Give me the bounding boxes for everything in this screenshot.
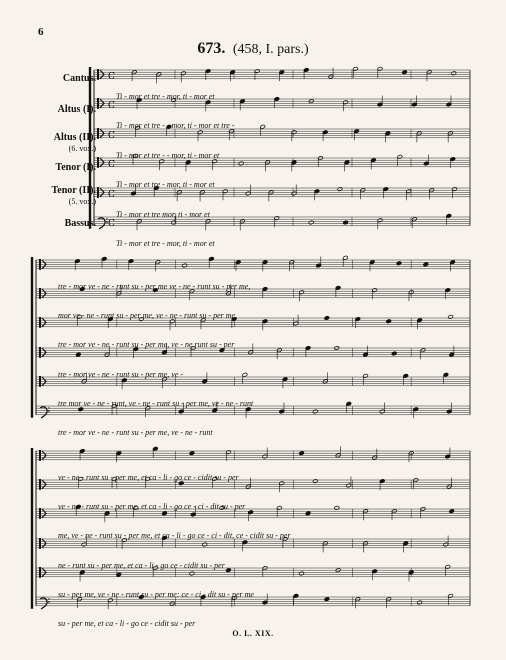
c-clef-icon	[39, 317, 41, 328]
note-head	[305, 511, 311, 516]
lyric-line: Ti - mor et tre mor, ti - mor et	[116, 210, 210, 219]
lyric-line: me, ve - ne - runt su - per me, et ca - li - go ce - ci - dit, ce - cidit su - per	[58, 531, 291, 540]
c-clef-icon	[97, 157, 99, 168]
lyric-line: su - per me, ve - ne - runt su - per me: ce - ci - dit su - per me	[58, 590, 254, 599]
c-clef-icon	[97, 128, 99, 139]
time-signature-icon: С	[108, 130, 115, 141]
note-head	[396, 261, 402, 266]
lyric-line: ne - runt su - per me, et ca - li - go ce - cidit su - per	[58, 561, 225, 570]
voice-label-tenor-2: Tenor (II). (5. vox.)	[51, 185, 96, 206]
c-clef-icon	[97, 187, 99, 198]
lyric-line: tre - mor ve - ne - runt su - per me, ve -	[58, 370, 183, 379]
note-head	[451, 71, 457, 76]
c-clef-icon	[97, 98, 99, 109]
c-clef-icon	[39, 479, 41, 490]
c-clef-icon	[39, 567, 41, 578]
c-clef-icon	[39, 259, 41, 270]
time-signature-icon: С	[108, 159, 115, 170]
lyric-line: ve - ne - runt su - per me, et ca - li - go ce - cidit su - per	[58, 473, 239, 482]
lyric-line: Ti - mor et tre - mor, ti - mor et	[116, 180, 215, 189]
lyric-line: tre - mor ve - ne - runt su - per me, ve - ne runt su - per	[58, 340, 235, 349]
note-head	[202, 542, 208, 547]
note-head	[417, 600, 423, 605]
voice-label-altus-1: Altus (I).	[57, 104, 96, 115]
time-signature-icon: С	[108, 100, 115, 111]
c-clef-icon	[39, 376, 41, 387]
lyric-line: Ti - mor et tre - - mor, ti - mor et tre -	[116, 121, 235, 130]
note-head	[238, 161, 244, 166]
c-clef-icon	[39, 508, 41, 519]
page-footer: O. L. XIX.	[232, 629, 274, 638]
note-head	[423, 262, 429, 267]
c-clef-icon	[39, 450, 41, 461]
piece-number: 673.	[197, 40, 226, 57]
time-signature-icon: С	[108, 189, 115, 200]
bass-clef-dot	[48, 598, 50, 600]
note-head	[162, 511, 168, 516]
time-signature-icon: С	[108, 218, 115, 229]
note-head	[402, 70, 408, 75]
lyric-line: tre mor ve - ne - runt, ve - ne - runt su - per me, ve - ne - runt	[58, 399, 254, 408]
lyric-line: ve - ne - runt su - per me, et ca - li - go ce - ci - dit su - per	[58, 502, 246, 511]
note-head	[391, 351, 397, 356]
note-head	[76, 352, 82, 357]
note-head	[189, 451, 195, 456]
time-signature-icon: С	[108, 71, 115, 82]
lyric-line: Ti - mor et tre - - mor, ti - mor et	[116, 151, 220, 160]
lyric-line: su - per me, et ca - li - go ce - cidit su - per	[58, 619, 196, 628]
c-clef-icon	[39, 538, 41, 549]
lyric-line: Ti - mor et tre - mor, ti - mor et	[116, 239, 215, 248]
note-head	[299, 571, 305, 576]
lyric-line: mor ve - ne - runt su - per me, ve - ne - runt su - per me,	[58, 311, 238, 320]
lyric-line: tre - mor ve - ne - runt su - per me, ve - ne - runt	[58, 428, 213, 437]
c-clef-icon	[97, 69, 99, 80]
voice-label-bassus: Bassus.	[64, 218, 96, 229]
lyric-line: tre - mor ve - ne - runt su - per me ve - ne - runt su - per me,	[58, 282, 251, 291]
note-head	[299, 451, 305, 456]
c-clef-icon	[39, 347, 41, 358]
note-head	[343, 220, 349, 225]
lyric-line: Ti - mor et tre - mor, ti - mor et	[116, 92, 215, 101]
bass-clef-dot	[48, 601, 50, 603]
bass-clef-dot	[48, 407, 50, 409]
piece-reference: (458, I. pars.)	[232, 42, 309, 57]
note-head	[182, 263, 188, 268]
c-clef-icon	[39, 288, 41, 299]
bass-clef-dot	[48, 410, 50, 412]
voice-label-cantus: Cantus.	[62, 73, 96, 84]
note-head	[312, 409, 318, 414]
page-number: 6	[38, 26, 44, 38]
note-head	[308, 220, 314, 225]
voice-label-altus-2: Altus (II). (6. vox.)	[53, 132, 96, 153]
note-head	[189, 571, 195, 576]
voice-label-tenor-1: Tenor (I).	[55, 162, 96, 173]
